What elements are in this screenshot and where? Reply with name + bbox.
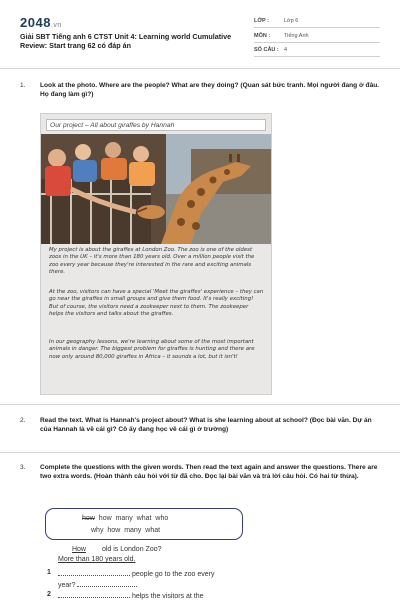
example-question	[58, 546, 162, 553]
word: what	[145, 527, 161, 534]
exercise-item-1	[58, 569, 214, 578]
question-text: Read the text. What is Hannah's project about? What is she learning about at school? (Đọc bài văn. Dự án của Hannah là về cái gì? Cô ấy đang học về cái gì ở trường)	[40, 417, 372, 434]
word-box-row-2	[91, 527, 160, 534]
logo-suffix: .vn	[50, 22, 62, 29]
example-answer: How	[71, 546, 86, 553]
card-paragraph-1: My project is about the giraffes at London Zoo. The zoo is one of the oldest zoos in the UK – it's more than 180 years old. Over a million people visit the zoo every year because they're interested in the rare and exciting animals there.	[49, 247, 255, 276]
section-divider	[0, 68, 400, 69]
page-title: Giải SBT Tiếng anh 6 CTST Unit 4: Learning world Cumulative Review: Start trang 62 có đáp án	[20, 32, 232, 50]
exercise-item-1-continuation	[58, 580, 137, 589]
question-number: 1.	[20, 82, 26, 89]
page-header	[0, 0, 400, 66]
meta-subject-value: Tiếng Anh	[284, 33, 309, 39]
meta-class-value: Lớp 6	[284, 18, 299, 24]
exercise-item-2	[58, 591, 204, 600]
meta-divider	[254, 56, 380, 57]
answer-blank[interactable]	[77, 580, 137, 587]
card-title: Our project – All about giraffes by Hannah	[46, 119, 266, 131]
word: who	[155, 515, 169, 522]
meta-count-value: 4	[284, 47, 288, 53]
item-text: helps the visitors at the	[131, 593, 204, 600]
answer-blank[interactable]	[58, 591, 130, 598]
giraffe-photo-illustration	[41, 134, 271, 244]
meta-divider	[254, 42, 380, 43]
meta-divider	[254, 27, 380, 28]
question-number: 2.	[20, 417, 26, 424]
word-box	[45, 508, 243, 540]
meta-class-label: LỚP :	[254, 18, 269, 24]
meta-count-label: SỐ CÂU :	[254, 47, 279, 53]
item-number: 2	[47, 591, 51, 598]
word: how many	[98, 515, 133, 522]
item-text: people go to the zoo every	[131, 571, 215, 578]
reading-card	[40, 113, 272, 395]
example-question-end: old is London Zoo?	[101, 546, 162, 553]
question-text: Look at the photo. Where are the people? What are they doing? (Quan sát bức tranh. Mọi người đang ở đâu. Họ đang làm gì?)	[40, 82, 380, 99]
card-paragraph-2: At the zoo, visitors can have a special 'Meet the giraffes' experience – they can go near the giraffes in small groups and give them food. It's really exciting! But of course, the visitors need a zookeeper next to them. The zookeeper helps the visitors and talks about the giraffes.	[49, 289, 264, 318]
word-box-row-1	[82, 515, 168, 522]
question-text: Complete the questions with the given words. Then read the text again and answer the questions. There are two extra words. (Hoàn thành câu hỏi với từ đã cho. Đọc lại bài văn và trả lời câu hỏi. Có hai từ thừa).	[40, 464, 378, 481]
word: why	[91, 527, 104, 534]
example-response-text: More than 180 years old.	[58, 556, 136, 563]
answer-blank[interactable]	[58, 569, 130, 576]
word: how many	[107, 527, 142, 534]
item-number: 1	[47, 569, 51, 576]
card-paragraph-3: In our geography lessons, we're learning about some of the most important animals in danger. The biggest problem for giraffes is hunting and there are now only around 80,000 giraffes in Africa – it sounds a lot, but it isn't!	[49, 339, 255, 360]
word-struck: how	[82, 515, 95, 522]
section-divider	[0, 404, 400, 405]
section-divider	[0, 452, 400, 453]
site-logo[interactable]	[20, 15, 62, 30]
meta-subject-label: MÔN :	[254, 33, 271, 39]
zoo-photo	[41, 134, 271, 244]
word: what	[136, 515, 152, 522]
item-continuation: year?	[58, 582, 76, 589]
logo-text: 2048	[20, 15, 51, 30]
question-number: 3.	[20, 464, 26, 471]
example-response	[58, 556, 135, 563]
